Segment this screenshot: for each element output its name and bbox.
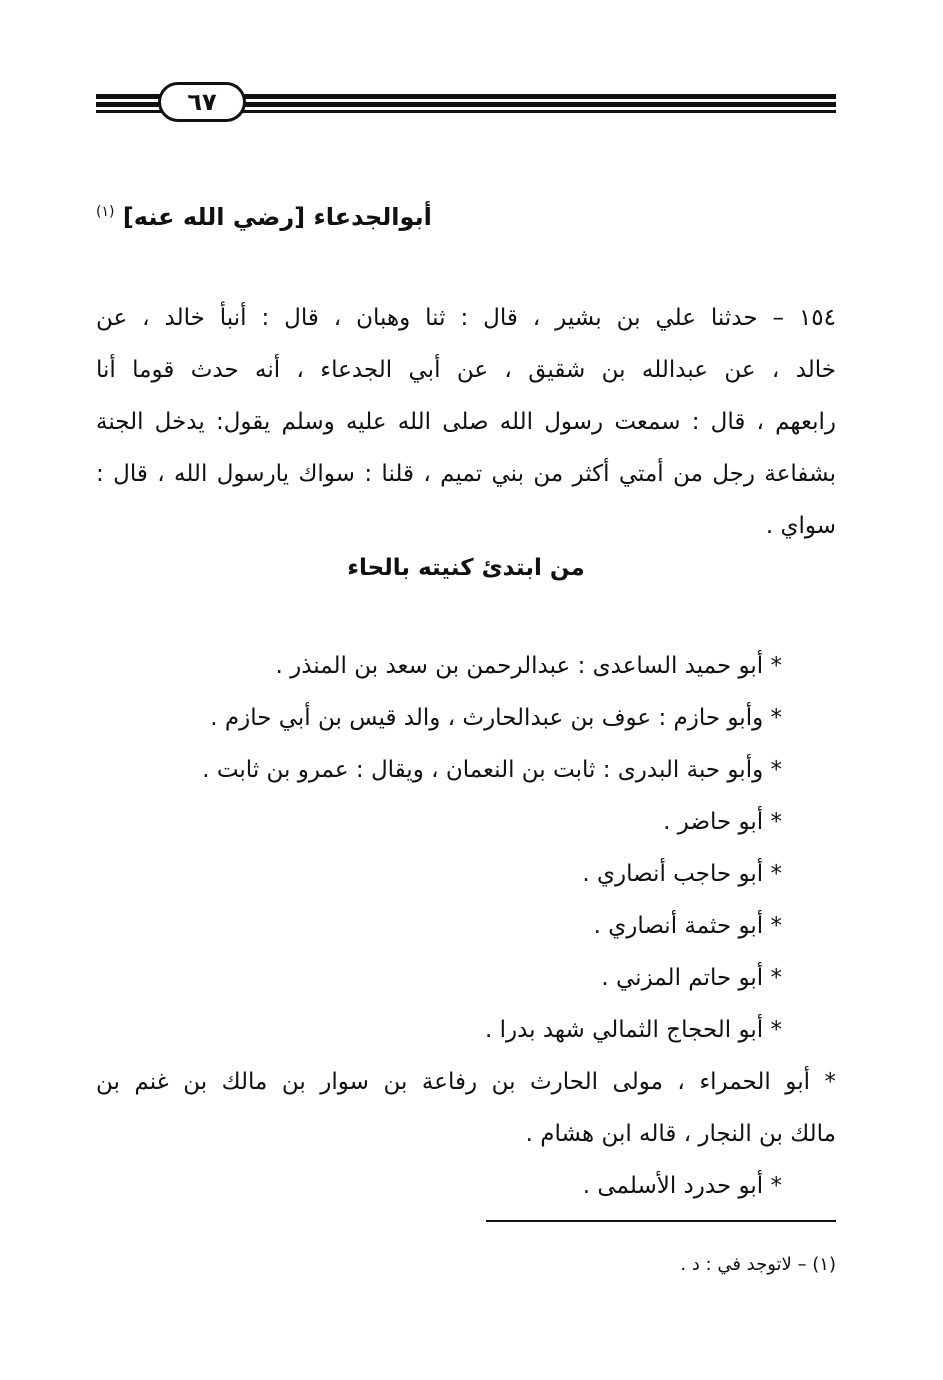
footnote-marker: (١) [96, 204, 115, 220]
paragraph-line: سواي . [765, 513, 836, 539]
list-item: * أبو حاتم المزني . [601, 965, 782, 991]
paragraph-line: رابعهم ، قال : سمعت رسول الله صلى الله عليه وسلم يقول: يدخل الجنة [96, 409, 836, 435]
page-number: ٦٧ [158, 82, 246, 122]
list-item: * أبو حدرد الأسلمى . [582, 1173, 782, 1199]
entry-title [96, 190, 614, 239]
entry-title-text: أبوالجدعاء [رضي الله عنه] [122, 203, 432, 231]
list-item: * أبو الحمراء ، مولى الحارث بن رفاعة بن سوار بن مالك بن غنم بن [96, 1069, 836, 1095]
list-item: * أبو حاضر . [663, 809, 782, 835]
paragraph-line: خالد ، عن عبدالله بن شقيق ، عن أبي الجدعاء ، أنه حدث قوما أنا [96, 357, 836, 383]
list-item: * أبو الحجاج الثمالي شهد بدرا . [484, 1017, 782, 1043]
paragraph-line: ١٥٤ – حدثنا علي بن بشير ، قال : ثنا وهبان ، قال : أنبأ خالد ، عن [96, 305, 836, 331]
section-title: من ابتدئ كنيته بالحاء [347, 555, 585, 581]
list-item: * أبو حاجب أنصاري . [582, 861, 782, 887]
footnote-separator [486, 1220, 836, 1222]
hadith-paragraph [96, 292, 836, 552]
list-item: * أبو حثمة أنصاري . [593, 913, 782, 939]
page-header [96, 82, 836, 126]
list-item: * أبو حميد الساعدى : عبدالرحمن بن سعد بن المنذر . [275, 653, 782, 679]
list-item-continuation: مالك بن النجار ، قاله ابن هشام . [525, 1121, 836, 1147]
list-item: * وأبو حازم : عوف بن عبدالحارث ، والد قيس بن أبي حازم . [210, 705, 782, 731]
footnote: (١) – لاتوجد في : د . [680, 1254, 836, 1275]
names-list [96, 640, 836, 1212]
paragraph-line: بشفاعة رجل من أمتي أكثر من بني تميم ، قلنا : سواك يارسول الله ، قال : [96, 461, 836, 487]
list-item: * وأبو حبة البدرى : ثابت بن النعمان ، ويقال : عمرو بن ثابت . [202, 757, 782, 783]
